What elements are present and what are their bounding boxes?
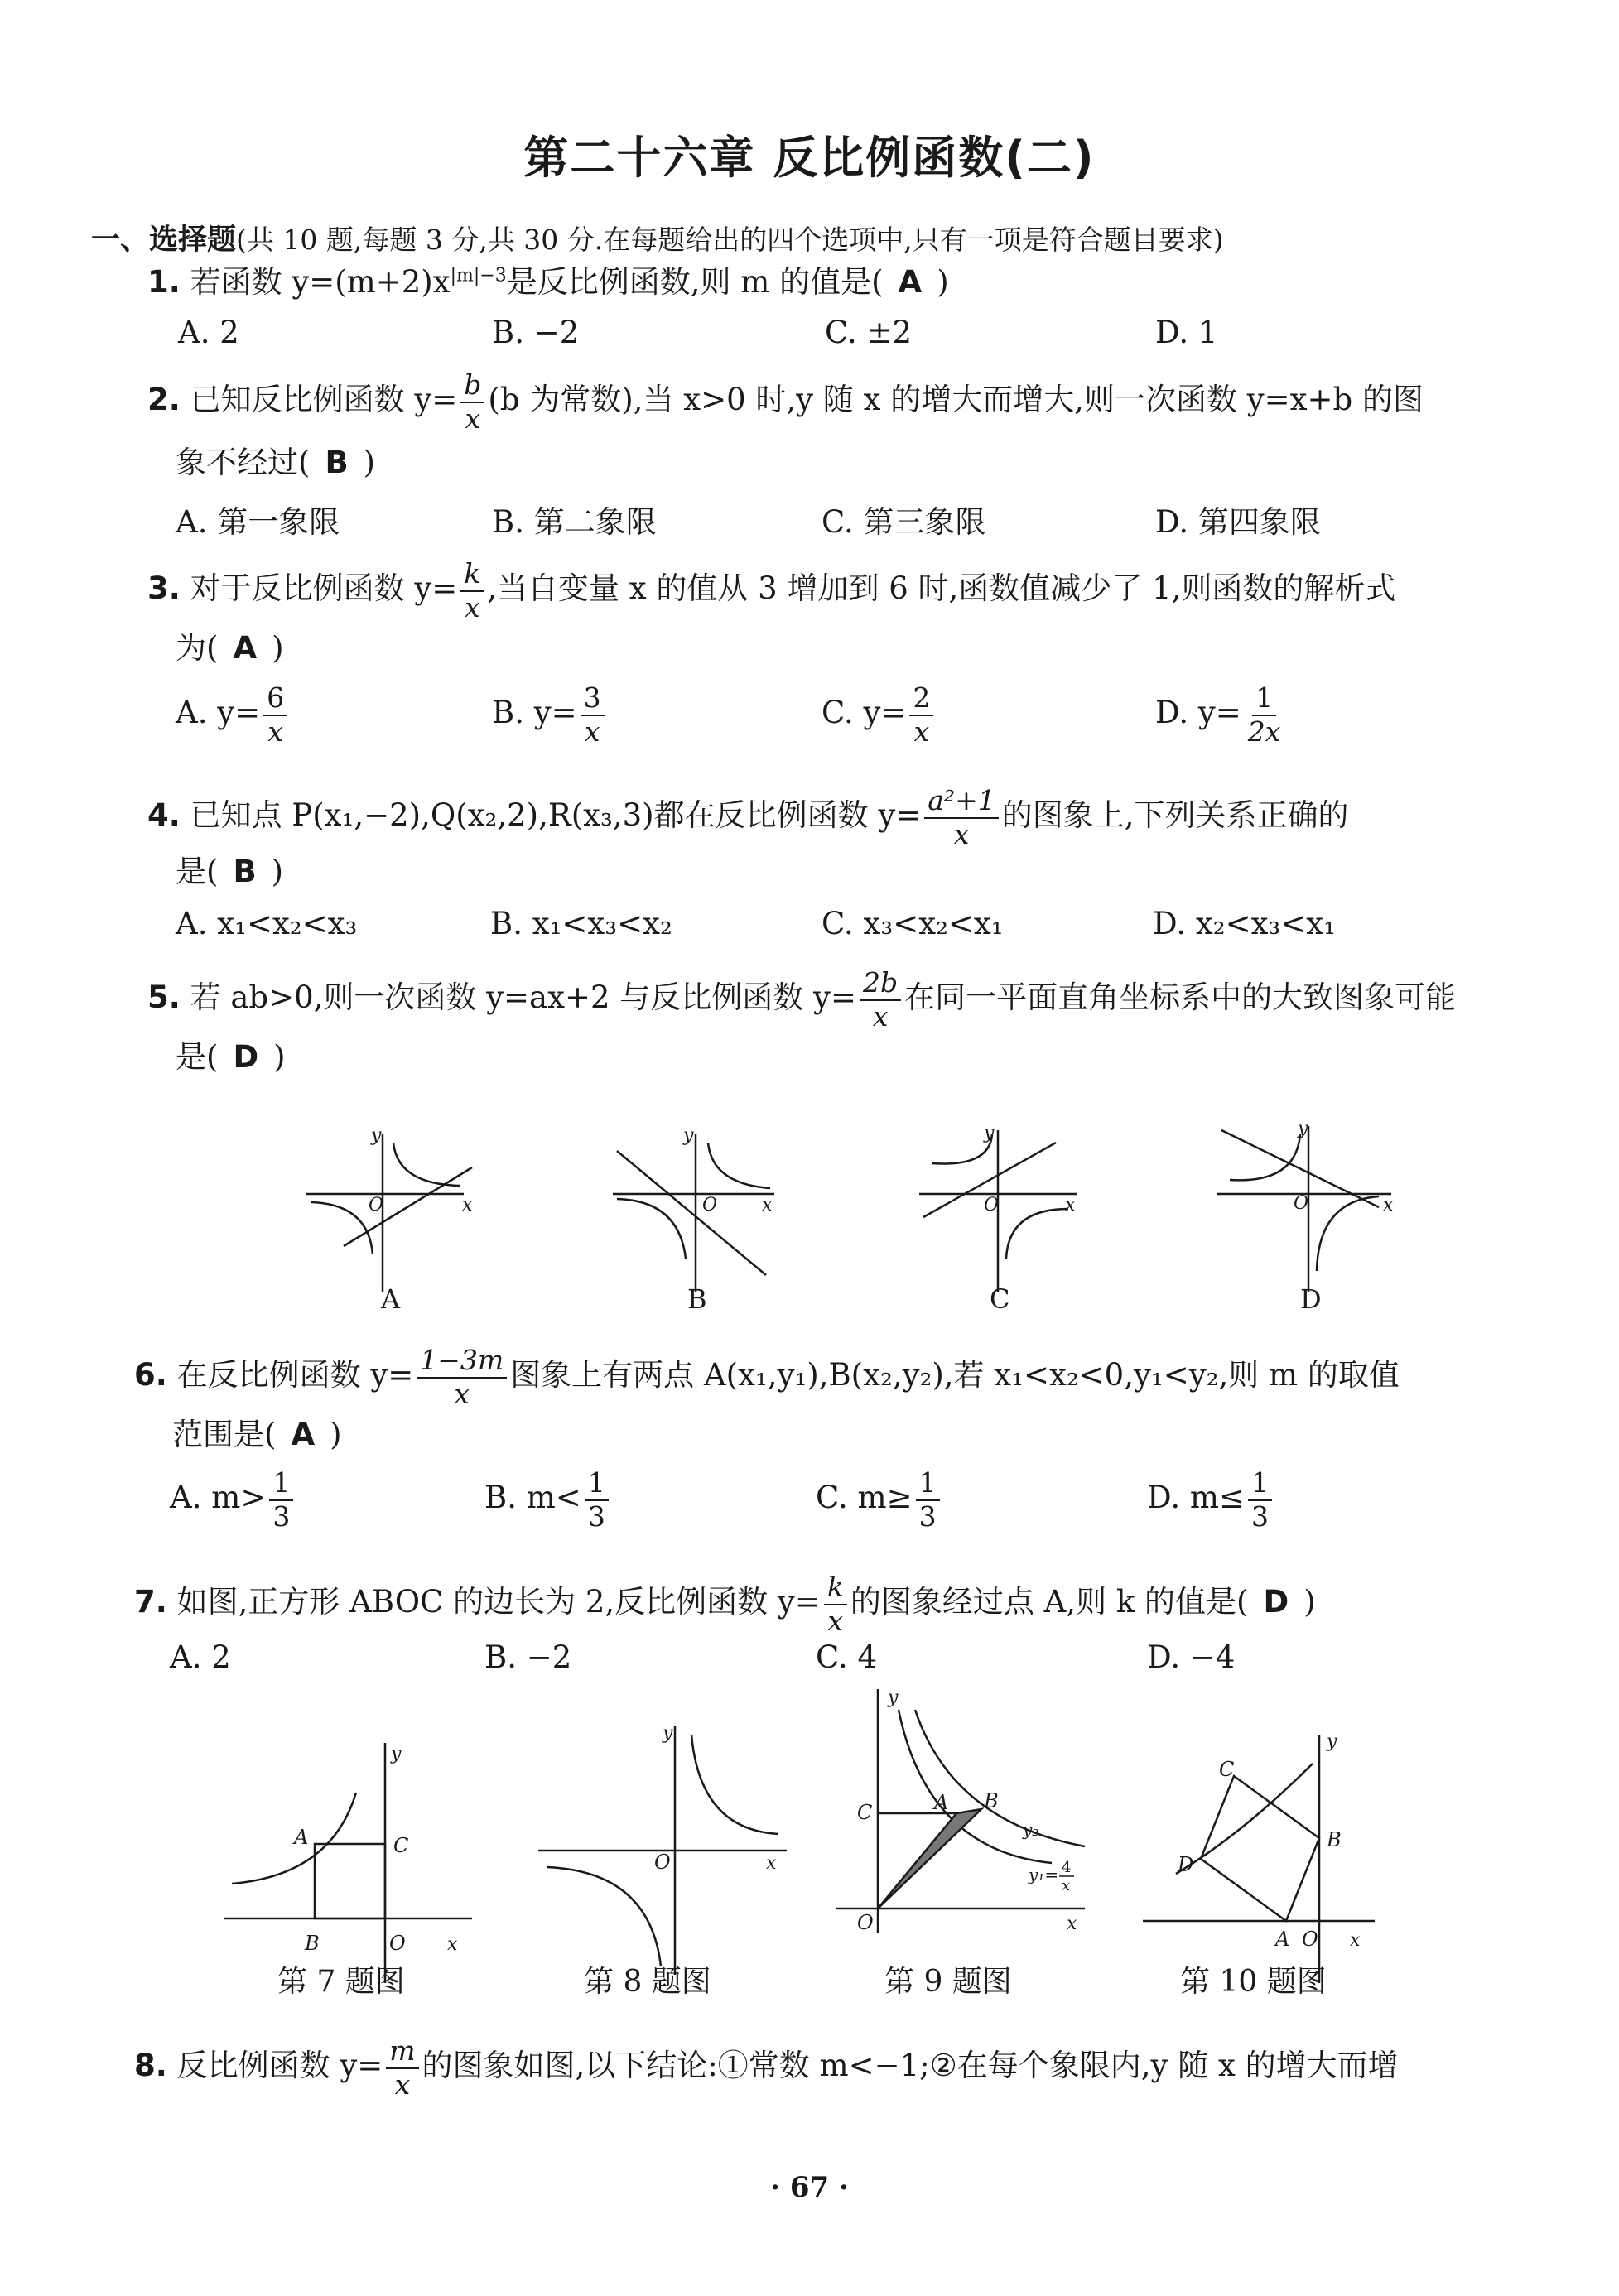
svg-text:4: 4 <box>1062 1859 1072 1876</box>
svg-text:y: y <box>984 1123 995 1143</box>
question-number: 8. <box>134 2048 167 2084</box>
fraction <box>1248 1466 1272 1533</box>
question-stem: 已知反比例函数 y= <box>190 382 458 418</box>
hyperbola-q4 <box>1006 1209 1068 1259</box>
hyperbola-q3 <box>617 1199 686 1259</box>
question-2-line-2 <box>176 447 375 478</box>
svg-text:x: x <box>1350 1930 1361 1951</box>
fraction <box>263 681 287 748</box>
svg-text:A: A <box>934 1791 949 1814</box>
question-stem: 为( <box>176 630 219 666</box>
svg-text:O: O <box>654 1851 671 1874</box>
fraction <box>860 966 901 1032</box>
svg-text:B: B <box>1327 1828 1342 1851</box>
hyperbola-q3 <box>547 1867 661 1966</box>
q2-option-d: D. 第四象限 <box>1155 504 1321 540</box>
numerator: a²+1 <box>924 787 999 819</box>
svg-text:B: B <box>984 1789 999 1812</box>
q6-option-c <box>816 1466 943 1533</box>
fraction <box>417 1346 507 1408</box>
question-stem: 对于反比例函数 y= <box>190 570 458 607</box>
graph-a <box>306 1125 473 1315</box>
denominator: x <box>454 1377 470 1410</box>
question-number: 5. <box>147 980 181 1016</box>
q6-option-d <box>1147 1466 1275 1533</box>
figure-10 <box>1143 1731 1375 1999</box>
hyperbola-q1 <box>393 1143 460 1186</box>
denominator: x <box>953 817 970 850</box>
question-stem: 反比例函数 y= <box>176 2048 383 2084</box>
option-prefix: A. y= <box>176 695 261 731</box>
question-stem-end: ,当自变量 x 的值从 3 增加到 6 时,函数值减少了 1,则函数的解析式 <box>487 570 1396 607</box>
q1-option-c: C. ±2 <box>825 315 913 350</box>
svg-text:y: y <box>371 1125 382 1146</box>
hyperbola-q4 <box>1317 1196 1379 1271</box>
section-note: (共 10 题,每题 3 分,共 30 分.在每题给出的四个选项中,只有一项是符合题目要求) <box>236 224 1224 256</box>
option-prefix: D. m≤ <box>1147 1480 1245 1516</box>
svg-text:x: x <box>762 1195 773 1215</box>
question-7 <box>134 1573 1316 1635</box>
svg-text:C: C <box>1219 1758 1235 1781</box>
question-number: 7. <box>134 1584 167 1620</box>
svg-text:y: y <box>1298 1119 1308 1139</box>
svg-text:O: O <box>984 1195 1000 1215</box>
svg-text:y₂: y₂ <box>1023 1820 1039 1840</box>
question-number: 6. <box>134 1357 167 1393</box>
numerator: 1 <box>269 1469 293 1501</box>
svg-text:D: D <box>1178 1853 1194 1876</box>
graph-b <box>613 1125 774 1315</box>
square-abco <box>315 1844 385 1918</box>
denominator: x <box>267 715 283 748</box>
hyperbola-q1 <box>691 1735 778 1834</box>
figure-8 <box>538 1723 787 1999</box>
q2-option-c: C. 第三象限 <box>822 504 986 540</box>
denominator: 3 <box>918 1499 937 1533</box>
q6-option-a <box>170 1466 296 1533</box>
fraction <box>924 784 999 850</box>
option-prefix: C. y= <box>822 695 907 731</box>
paren: ) <box>1303 1584 1316 1620</box>
fraction <box>269 1466 293 1533</box>
question-4 <box>147 784 1349 850</box>
denominator: 3 <box>272 1499 291 1533</box>
fraction <box>460 557 484 623</box>
numerator: b <box>460 371 484 403</box>
question-number: 1. <box>147 264 181 300</box>
numerator: m <box>386 2037 418 2069</box>
fraction <box>581 681 605 748</box>
fraction <box>916 1466 940 1533</box>
exponent: |m|−3 <box>450 265 507 286</box>
question-8 <box>134 2034 1399 2101</box>
numerator: 1 <box>1248 1469 1272 1501</box>
paren: ) <box>330 1417 342 1452</box>
question-stem: 如图,正方形 ABOC 的边长为 2,反比例函数 y= <box>176 1584 821 1620</box>
answer: B <box>233 854 257 889</box>
numerator: 1−3m <box>417 1346 507 1379</box>
page-title: 第二十六章 反比例函数(二) <box>523 132 1096 184</box>
fraction <box>460 368 484 435</box>
figure-caption: 第 9 题图 <box>884 1965 1012 1999</box>
svg-text:C: C <box>393 1834 409 1857</box>
q3-option-b <box>492 681 608 748</box>
numerator: k <box>824 1573 847 1605</box>
paren: ) <box>273 1039 286 1075</box>
svg-text:x: x <box>766 1853 777 1874</box>
numerator: 3 <box>581 684 605 716</box>
svg-text:y: y <box>888 1687 899 1708</box>
option-prefix: B. m< <box>484 1480 581 1516</box>
curve-y1 <box>899 1710 1052 1863</box>
answer: A <box>291 1417 316 1452</box>
q1-option-b: B. −2 <box>492 315 580 350</box>
line <box>617 1151 766 1275</box>
svg-text:y: y <box>391 1744 402 1764</box>
graph-label: D <box>1300 1283 1322 1315</box>
svg-text:O: O <box>1294 1193 1309 1214</box>
question-6-line-2 <box>172 1419 342 1450</box>
denominator: x <box>465 402 481 435</box>
q3-option-a <box>176 681 291 748</box>
svg-text:x: x <box>1067 1913 1077 1934</box>
numerator: 2b <box>860 969 901 1001</box>
denominator: x <box>464 590 480 623</box>
q7-option-d: D. −4 <box>1147 1639 1236 1675</box>
svg-text:O: O <box>857 1911 874 1934</box>
svg-text:y: y <box>663 1723 673 1744</box>
hyperbola-q3 <box>311 1202 373 1254</box>
svg-text:x: x <box>1062 1877 1071 1894</box>
figure-caption: 第 10 题图 <box>1180 1965 1327 1999</box>
question-6 <box>134 1346 1400 1408</box>
section-header <box>91 217 1224 258</box>
question-4-line-2 <box>176 856 283 887</box>
numerator: 2 <box>909 684 933 716</box>
paren: ) <box>272 630 284 666</box>
question-stem-end: (b 为常数),当 x>0 时,y 随 x 的增大而增大,则一次函数 y=x+b 的图 <box>488 382 1424 418</box>
question-stem-end: 在同一平面直角坐标系中的大致图象可能 <box>904 980 1457 1016</box>
question-3-line-2 <box>176 630 284 666</box>
q1-option-d: D. 1 <box>1155 315 1218 350</box>
question-stem: 已知点 P(x₁,−2),Q(x₂,2),R(x₃,3)都在反比例函数 y= <box>190 797 922 834</box>
question-5-line-2 <box>176 1039 286 1075</box>
q4-option-c: C. x₃<x₂<x₁ <box>822 906 1004 941</box>
svg-text:x: x <box>447 1934 458 1955</box>
figure-caption: 第 8 题图 <box>584 1965 711 1999</box>
question-number: 2. <box>147 382 181 418</box>
answer: D <box>233 1039 259 1075</box>
hyperbola-q1 <box>708 1143 770 1188</box>
answer: D <box>1263 1584 1289 1620</box>
q5-graphs <box>298 1118 1424 1316</box>
question-stem: 象不经过( <box>176 445 311 480</box>
svg-text:x: x <box>462 1195 473 1215</box>
figures-row <box>207 1685 1449 2024</box>
answer: B <box>325 445 349 480</box>
paren: ) <box>363 445 376 480</box>
hyperbola-q2 <box>1230 1134 1300 1180</box>
q3-option-d <box>1155 681 1287 748</box>
question-stem-end: 的图象上,下列关系正确的 <box>1001 797 1349 834</box>
figure-9 <box>836 1687 1085 1999</box>
question-number: 3. <box>147 570 181 607</box>
question-stem-end: 是反比例函数,则 m 的值是( <box>506 264 884 300</box>
q7-option-b: B. −2 <box>484 1639 572 1675</box>
q7-option-c: C. 4 <box>816 1639 878 1675</box>
question-stem: 是( <box>176 1039 219 1075</box>
answer: A <box>233 630 258 666</box>
svg-text:A: A <box>294 1826 309 1849</box>
question-5 <box>147 966 1457 1032</box>
section-label: 一、选择题 <box>91 224 237 257</box>
svg-text:y: y <box>683 1125 694 1146</box>
svg-text:y₁=: y₁= <box>1029 1865 1059 1884</box>
svg-text:O: O <box>389 1932 406 1955</box>
option-prefix: A. m> <box>170 1480 267 1516</box>
svg-text:O: O <box>702 1195 718 1215</box>
question-stem-end: 的图象如图,以下结论:①常数 m<−1;②在每个象限内,y 随 x 的增大而增 <box>422 2048 1399 2084</box>
denominator: 2x <box>1247 715 1281 748</box>
figure-caption: 第 7 题图 <box>277 1965 405 1999</box>
numerator: 1 <box>585 1469 609 1501</box>
fraction <box>1245 681 1284 748</box>
option-prefix: D. y= <box>1155 695 1241 731</box>
question-stem: 是( <box>176 854 219 889</box>
numerator: 6 <box>263 684 287 716</box>
question-3 <box>147 557 1396 623</box>
option-prefix: C. m≥ <box>816 1480 913 1516</box>
q7-option-a: A. 2 <box>170 1639 231 1675</box>
numerator: 1 <box>1252 684 1276 716</box>
graph-label: C <box>990 1283 1010 1315</box>
answer: A <box>898 264 923 300</box>
svg-text:O: O <box>1302 1928 1318 1951</box>
svg-text:A: A <box>1275 1928 1290 1951</box>
paren: ) <box>937 264 949 300</box>
curve-y2 <box>915 1710 1085 1846</box>
numerator: 1 <box>916 1469 940 1501</box>
denominator: x <box>584 715 600 748</box>
fraction <box>585 1466 609 1533</box>
shaded-triangle <box>878 1809 981 1909</box>
graph-d <box>1217 1119 1394 1315</box>
q6-option-b <box>484 1466 612 1533</box>
q2-option-b: B. 第二象限 <box>492 504 657 540</box>
paren: ) <box>271 854 284 889</box>
q3-option-c <box>822 681 937 748</box>
option-prefix: B. y= <box>492 695 577 731</box>
question-stem: 范围是( <box>172 1417 277 1452</box>
line <box>344 1167 472 1246</box>
denominator: x <box>872 999 889 1032</box>
question-stem: 在反比例函数 y= <box>176 1357 414 1393</box>
question-1 <box>147 264 949 300</box>
fraction <box>386 2034 418 2101</box>
question-stem: 若 ab>0,则一次函数 y=ax+2 与反比例函数 y= <box>190 980 856 1016</box>
graph-label: B <box>687 1283 707 1315</box>
fraction <box>909 681 933 748</box>
svg-text:x: x <box>1065 1195 1076 1215</box>
question-stem-end: 图象上有两点 A(x₁,y₁),B(x₂,y₂),若 x₁<x₂<0,y₁<y₂,则 m 的取值 <box>510 1357 1400 1393</box>
q4-option-a: A. x₁<x₂<x₃ <box>176 906 358 941</box>
question-2 <box>147 368 1424 435</box>
svg-text:O: O <box>369 1195 384 1215</box>
graph-c <box>919 1123 1077 1315</box>
graph-label: A <box>381 1283 401 1315</box>
square-abcd <box>1201 1776 1319 1921</box>
question-number: 4. <box>147 797 181 834</box>
denominator: x <box>394 2067 411 2101</box>
q2-option-a: A. 第一象限 <box>176 504 340 540</box>
svg-text:y: y <box>1327 1731 1337 1752</box>
numerator: k <box>460 560 484 592</box>
q4-option-d: D. x₂<x₃<x₁ <box>1153 906 1336 941</box>
denominator: x <box>913 715 930 748</box>
q4-option-b: B. x₁<x₃<x₂ <box>490 906 672 941</box>
denominator: 3 <box>587 1499 605 1533</box>
question-stem: 若函数 y=(m+2)x <box>190 264 451 300</box>
figure-7 <box>224 1743 472 1999</box>
fraction <box>824 1573 847 1635</box>
denominator: x <box>827 1604 844 1637</box>
svg-text:B: B <box>305 1932 320 1955</box>
q1-option-a: A. 2 <box>178 315 239 350</box>
page-number: · 67 · <box>770 2171 849 2204</box>
svg-text:C: C <box>857 1801 873 1824</box>
denominator: 3 <box>1250 1499 1269 1533</box>
question-stem-end: 的图象经过点 A,则 k 的值是( <box>850 1584 1249 1620</box>
svg-text:x: x <box>1383 1195 1394 1215</box>
